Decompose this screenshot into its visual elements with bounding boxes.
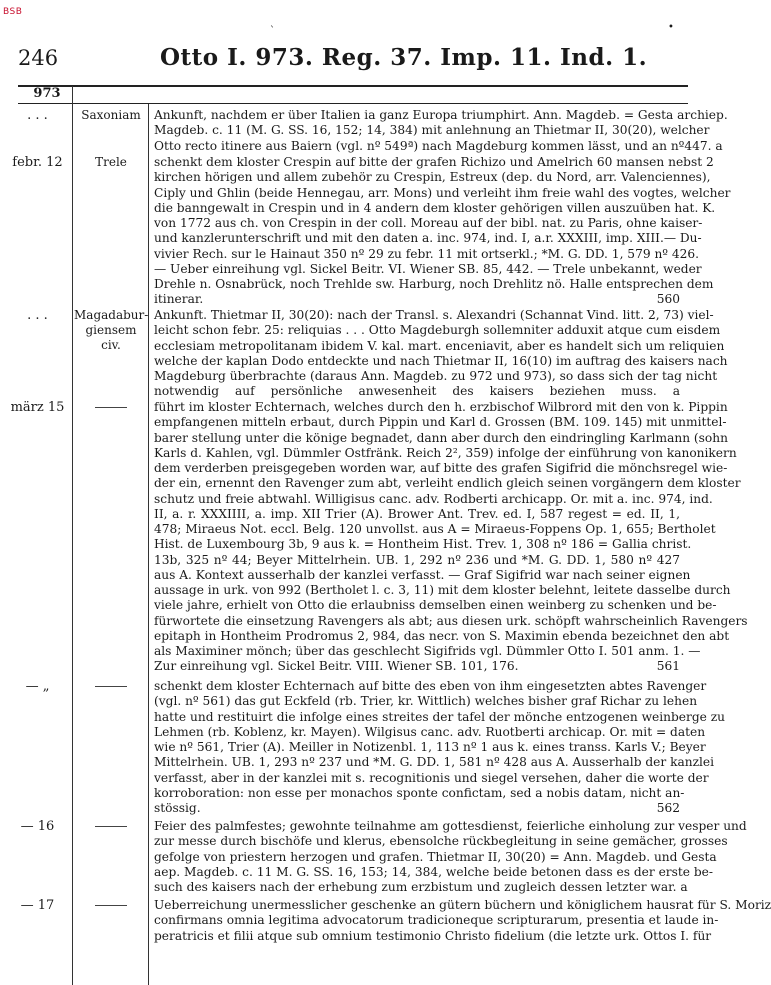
- column-divider-place: [148, 104, 149, 985]
- entry-date: — 16: [20, 819, 55, 834]
- entry-date: . . .: [27, 108, 48, 123]
- entry-text: Ankunft, nachdem er über Italien ia ganz Europa triumphirt. Ann. Magdeb. = Gesta archiep. Magdeb. c. 11 (M. G. SS. 16, 152; 14, 384) mit anlehnung an Thietmar II, 30(20), welcher Otto recto itinere aus Baiern (vgl. nº 549ª) nach Magdeburg kommen lässt, und an nº447. a: [154, 108, 728, 153]
- entry-place: [74, 898, 148, 913]
- regest-number: 562: [656, 801, 680, 815]
- regest-number: 561: [656, 659, 680, 674]
- entry-date: — „: [25, 679, 50, 694]
- year-label: 973: [33, 86, 61, 101]
- entry-place: [74, 400, 148, 415]
- page-title: Otto I. 973. Reg. 37. Imp. 11. Ind. 1.: [160, 44, 648, 71]
- entry-text: Ankunft. Thietmar II, 30(20): nach der Transl. s. Alexandri (Schannat Vind. litt. 2, 73) viel- leicht schon febr. 25: reliquias . . . Otto Magdeburgh sollemniter adduxit atque cum eisdem ecclesiam metropolitanam ibidem V. kal. mart. enceniavit, aber es handelt sich um reliquien welche der kaplan Dodo entdeckte und nach Thietmar II, 16(10) im auftrag des kaisers nach Magdeburg überbrachte (daraus Ann. Magdeb. zu 972 und 973), so dass sich der tag nicht notwendig auf persönliche anwesenheit des kaisers beziehen muss. a: [154, 308, 728, 399]
- entry-text: Ueberreichung unermesslicher geschenke an gütern büchern und königlichem hausrat für S. Moriz confirmans omnia legitima advocatorum tradicioneque scripturarum, presentia et laude in- peratricis et filii atque sub omnium testimonio Christo fidelium (die letzte urk. Ottos I. für: [154, 898, 771, 943]
- column-divider-date: [72, 86, 73, 985]
- entry-place: Trele: [95, 155, 127, 169]
- library-watermark: BSB: [3, 7, 23, 17]
- corner-dot: •: [668, 22, 674, 33]
- entry-date: — 17: [20, 898, 55, 913]
- page-number: 246: [18, 46, 59, 70]
- entry-text: schenkt dem kloster Crespin auf bitte der grafen Richizo und Amelrich 60 mansen nebst 2 kirchen hörigen und allem zubehör zu Crespin, Estreux (dep. du Nord, arr. Valenciennes), Ciply und Ghlin (beide Hennegau, arr. Mons) und verleiht ihm freie wahl des vogtes, welcher die banngewalt in Crespin und in 4 andern dem kloster gehörigen villen auszuüben hat. K. von 1772 aus ch. von Crespin in der coll. Moreau auf der bibl. nat. zu Paris, ohne kaiser- und kanzlerunterschrift und mit den daten a. inc. 974, ind. I, a.r. XXXIII, imp. XIII.— Du- vivier Rech. sur le Hainaut 350 nº 29 zu febr. 11 mit ortserkl.; *M. G. DD. 1, 579 nº 426. — Ueber einreihung vgl. Sickel Beitr. VI. Wiener SB. 85, 442. — Trele unbekannt, weder Drehle n. Osnabrück, noch Trehlde sw. Harburg, noch Drehlitz nö. Halle entsprechen dem itinerar. 560: [154, 155, 731, 307]
- entry-date: . . .: [27, 308, 48, 323]
- entry-place: [74, 679, 148, 694]
- regest-number: 560: [656, 292, 680, 307]
- entry-text: schenkt dem kloster Echternach auf bitte des eben von ihm eingesetzten abtes Ravenger (vgl. nº 561) das gut Eckfeld (rb. Trier, kr. Wittlich) welches bisher graf Richar zu lehen hatte und restituirt die infolge eines streites der tafel der mönche entzogenen weinberge zu Lehmen (rb. Koblenz, kr. Mayen). Wilgisus canc. adv. Ruotberti archicap. Or. mit = daten wie nº 561, Trier (A). Meiller in Notizenbl. 1, 113 nº 1 aus k. eines transs. Karls V.; Beyer Mittelrhein. UB. 1, 293 nº 237 und *M. G. DD. 1, 581 nº 428 aus A. Ausserhalb der kanzlei verfasst, aber in der kanzlei mit s. recognitionis und siegel versehen, daher die worte der korroboration: non esse per monachos sponte confictam, sed a nobis datam, nicht an- stössig. 562: [154, 679, 725, 815]
- entry-text: führt im kloster Echternach, welches durch den h. erzbischof Wilbrord mit den von k. Pippin empfangenen mitteln erbaut, durch Pippin und Karl d. Grossen (BM. 109. 145) mit unmittel- barer stellung unter die könige begnadet, dann aber durch den eindringling Karlmann (sohn Karls d. Kahlen, vgl. Dümmler Ostfränk. Reich 2², 359) infolge der einführung von kanonikern dem verderben preisgegeben worden war, auf bitte des grafen Sigifrid die mönchsregel wie- der ein, ernennt den Ravenger zum abt, verleiht endlich gleich seinen vorgängern dem kloster schutz und freie abtwahl. Willigisus canc. adv. Rodberti archicapp. Or. mit a. inc. 974, ind. II, a. r. XXXIIII, a. imp. XII Trier (A). Brower Ant. Trev. ed. I, 587 regest = ed. II, 1, 478; Miraeus Not. eccl. Belg. 120 unvollst. aus A = Miraeus-Foppens Op. 1, 655; Bertholet Hist. de Luxembourg 3b, 9 aus k. = Hontheim Hist. Trev. 1, 308 nº 186 = Gallia christ. 13b, 325 nº 44; Beyer Mittelrhein. UB. 1, 292 nº 236 und *M. G. DD. 1, 580 nº 427 aus A. Kontext ausserhalb der kanzlei verfasst. — Graf Sigifrid war nach seiner eignen aussage in urk. von 992 (Bertholet l. c. 3, 11) mit dem kloster belehnt, leitete dasselbe durch viele jahre, erhielt von Otto die erlaubniss demselben einen weinberg zu schenken und be- fürwortete die einsetzung Ravengers als abt; aus diesen urk. schöpft wahrscheinlich Ravengers epitaph in Hontheim Prodromus 2, 984, das necr. von S. Maximin ebenda bezeichnet den abt als Maximiner mönch; über das geschlecht Sigifrids vgl. Dümmler Otto I. 501 anm. 1. — Zur einreihung vgl. Sickel Beitr. VIII. Wiener SB. 101, 176. 561: [154, 400, 748, 674]
- entry-date: febr. 12: [12, 155, 63, 170]
- entry-place: [74, 819, 148, 834]
- header-rule: [18, 85, 688, 87]
- entry-text: Feier des palmfestes; gewohnte teilnahme am gottesdienst, feierliche einholung zur vesper und zur messe durch bischöfe und klerus, ebensolche rückbegleitung in seine gemächer, grosses gefolge von priestern herzogen und grafen. Thietmar II, 30(20) = Ann. Magdeb. und Gesta aep. Magdeb. c. 11 M. G. SS. 16, 153; 14, 384, welche beide betonen dass es der erste be- such des kaisers nach der erhebung zum erzbistum und zugleich dessen letzter war. a: [154, 819, 747, 894]
- year-rule: [18, 103, 688, 104]
- entry-place: Magadabur- giensem civ.: [74, 308, 149, 352]
- entry-date: märz 15: [10, 400, 65, 415]
- entry-place: Saxoniam: [81, 108, 141, 122]
- stray-mark: `: [270, 26, 275, 37]
